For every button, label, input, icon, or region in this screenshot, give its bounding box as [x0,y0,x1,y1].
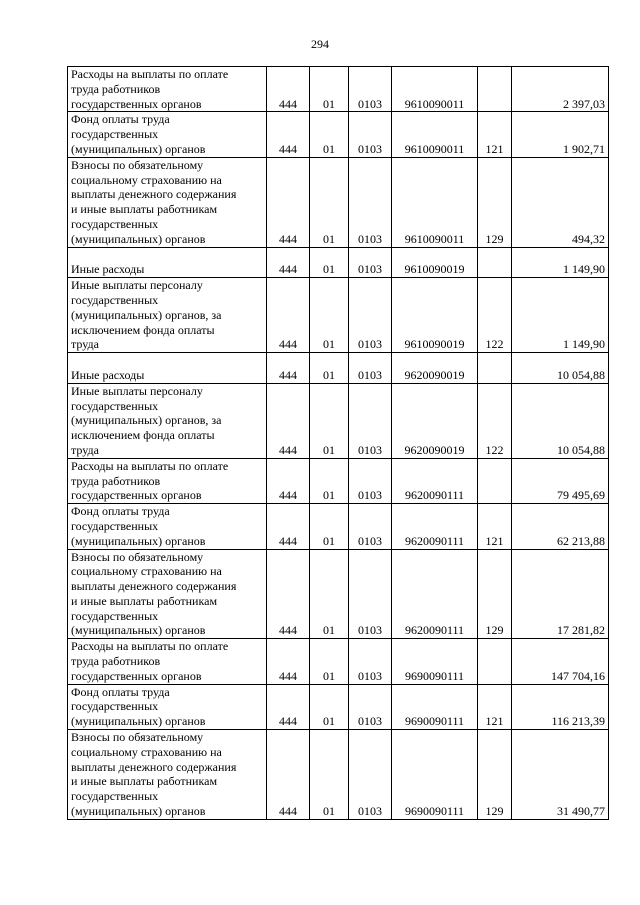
row-subsection-code-cell [349,157,392,247]
row-expense-type-cell [478,383,512,458]
row-admin-code-text: 444 [279,367,297,382]
row-sum-cell [512,157,609,247]
row-sum-text: 1 149,90 [563,262,605,277]
row-target-code-text: 9620090111 [404,533,465,548]
row-sum-text: 10 054,88 [557,442,605,457]
row-name-cell [68,639,267,684]
row-target-code-text: 9610090011 [404,141,465,156]
row-section-code-cell [310,247,349,278]
row-name-cell [68,353,267,384]
row-subsection-code-text: 0103 [358,231,382,246]
table-row [68,458,609,503]
row-section-code-text: 01 [323,714,335,729]
row-subsection-code-text: 0103 [358,488,382,503]
row-name-cell [68,278,267,353]
row-expense-type-cell [478,67,512,112]
row-target-code-cell [392,730,478,820]
row-name-text: Иные выплаты персоналу государственных (муниципальных) органов, за исключением фонда оплаты труда [71,278,222,352]
row-expense-type-cell [478,639,512,684]
row-admin-code-text: 444 [279,488,297,503]
row-subsection-code-cell [349,730,392,820]
row-expense-type-cell [478,247,512,278]
table-row [68,639,609,684]
row-admin-code-cell [267,157,310,247]
row-sum-cell [512,383,609,458]
row-target-code-text: 9610090011 [404,231,465,246]
row-admin-code-text: 444 [279,804,297,819]
table-row [68,353,609,384]
row-admin-code-text: 444 [279,714,297,729]
row-section-code-text: 01 [323,367,335,382]
row-sum-cell [512,458,609,503]
row-sum-text: 147 704,16 [551,668,605,683]
row-target-code-text: 9620090111 [404,488,465,503]
row-name-text: Фонд оплаты труда государственных (муниципальных) органов [71,112,206,156]
row-sum-text: 79 495,69 [557,488,605,503]
row-sum-text: 10 054,88 [557,367,605,382]
row-name-text: Взносы по обязательному социальному страхованию на выплаты денежного содержания и иные выплаты работникам государственных (муниципальных) органов [71,549,237,638]
row-subsection-code-cell [349,67,392,112]
row-sum-text: 31 490,77 [557,804,605,819]
row-sum-text: 2 397,03 [563,96,605,111]
row-section-code-text: 01 [323,488,335,503]
row-expense-type-cell [478,157,512,247]
row-admin-code-text: 444 [279,337,297,352]
row-name-cell [68,458,267,503]
row-target-code-text: 9690090111 [404,804,465,819]
row-section-code-cell [310,278,349,353]
row-subsection-code-cell [349,549,392,639]
row-target-code-text: 9610090019 [404,337,465,352]
row-name-text: Расходы на выплаты по оплате труда работников государственных органов [71,639,229,683]
row-name-cell [68,549,267,639]
row-sum-cell [512,247,609,278]
row-name-text: Иные расходы [71,262,145,277]
row-expense-type-text: 121 [485,533,504,548]
row-name-cell [68,112,267,157]
row-target-code-cell [392,247,478,278]
row-sum-cell [512,684,609,729]
row-section-code-text: 01 [323,533,335,548]
row-subsection-code-text: 0103 [358,714,382,729]
row-section-code-cell [310,504,349,549]
row-admin-code-text: 444 [279,141,297,156]
row-admin-code-text: 444 [279,262,297,277]
row-expense-type-text: 129 [485,804,504,819]
table-row [68,157,609,247]
row-target-code-cell [392,639,478,684]
row-admin-code-text: 444 [279,231,297,246]
row-section-code-cell [310,730,349,820]
row-expense-type-cell [478,112,512,157]
row-name-text: Расходы на выплаты по оплате труда работников государственных органов [71,67,229,111]
row-expense-type-cell [478,278,512,353]
row-section-code-text: 01 [323,262,335,277]
row-subsection-code-cell [349,639,392,684]
row-subsection-code-cell [349,278,392,353]
row-admin-code-text: 444 [279,623,297,638]
row-admin-code-cell [267,247,310,278]
row-target-code-text: 9610090011 [404,96,465,111]
table-row [68,112,609,157]
row-sum-text: 1 149,90 [563,337,605,352]
row-section-code-cell [310,67,349,112]
row-section-code-cell [310,157,349,247]
row-admin-code-text: 444 [279,96,297,111]
row-admin-code-text: 444 [279,668,297,683]
row-admin-code-cell [267,549,310,639]
row-expense-type-text: 121 [485,141,504,156]
row-admin-code-cell [267,730,310,820]
row-subsection-code-text: 0103 [358,623,382,638]
row-subsection-code-cell [349,504,392,549]
table-row [68,730,609,820]
row-subsection-code-text: 0103 [358,141,382,156]
table-row [68,684,609,729]
row-name-cell [68,684,267,729]
row-expense-type-text: 121 [485,714,504,729]
row-target-code-cell [392,549,478,639]
row-sum-cell [512,353,609,384]
row-subsection-code-cell [349,383,392,458]
row-admin-code-cell [267,458,310,503]
row-name-cell [68,157,267,247]
row-target-code-cell [392,67,478,112]
page-number: 294 [311,37,329,51]
row-sum-cell [512,504,609,549]
row-expense-type-text: 129 [485,623,504,638]
row-name-text: Взносы по обязательному социальному страхованию на выплаты денежного содержания и иные выплаты работникам государственных (муниципальных) органов [71,157,237,246]
row-target-code-cell [392,684,478,729]
row-admin-code-cell [267,353,310,384]
table-row [68,247,609,278]
row-subsection-code-text: 0103 [358,367,382,382]
row-admin-code-cell [267,67,310,112]
row-name-text: Иные выплаты персоналу государственных (муниципальных) органов, за исключением фонда оплаты труда [71,383,222,457]
row-section-code-text: 01 [323,96,335,111]
row-name-text: Фонд оплаты труда государственных (муниципальных) органов [71,504,206,548]
row-sum-cell [512,639,609,684]
row-target-code-cell [392,504,478,549]
row-target-code-cell [392,157,478,247]
row-subsection-code-cell [349,112,392,157]
row-subsection-code-text: 0103 [358,533,382,548]
row-section-code-cell [310,639,349,684]
row-section-code-cell [310,112,349,157]
row-expense-type-cell [478,684,512,729]
row-section-code-text: 01 [323,623,335,638]
row-subsection-code-cell [349,353,392,384]
row-expense-type-text: 129 [485,231,504,246]
row-target-code-cell [392,353,478,384]
row-target-code-cell [392,112,478,157]
row-sum-cell [512,67,609,112]
row-sum-text: 1 902,71 [563,141,605,156]
row-subsection-code-text: 0103 [358,804,382,819]
row-subsection-code-cell [349,458,392,503]
row-target-code-cell [392,278,478,353]
row-section-code-cell [310,684,349,729]
row-name-cell [68,383,267,458]
row-name-text: Иные расходы [71,367,145,382]
row-admin-code-text: 444 [279,442,297,457]
row-expense-type-text: 122 [485,337,504,352]
row-expense-type-cell [478,730,512,820]
row-name-cell [68,730,267,820]
row-sum-text: 494,32 [572,231,605,246]
row-section-code-cell [310,383,349,458]
row-section-code-cell [310,353,349,384]
budget-table [67,66,609,820]
row-admin-code-text: 444 [279,533,297,548]
row-target-code-text: 9620090019 [404,442,465,457]
row-admin-code-cell [267,278,310,353]
row-admin-code-cell [267,383,310,458]
row-sum-cell [512,549,609,639]
row-admin-code-cell [267,112,310,157]
row-name-cell [68,67,267,112]
table-row [68,549,609,639]
row-subsection-code-cell [349,684,392,729]
table-row [68,383,609,458]
row-subsection-code-cell [349,247,392,278]
table-row [68,504,609,549]
row-section-code-cell [310,458,349,503]
row-subsection-code-text: 0103 [358,668,382,683]
row-target-code-cell [392,383,478,458]
row-name-cell [68,247,267,278]
row-section-code-text: 01 [323,231,335,246]
row-admin-code-cell [267,684,310,729]
row-sum-text: 17 281,82 [557,623,605,638]
table-row [68,278,609,353]
row-admin-code-cell [267,504,310,549]
row-target-code-text: 9620090111 [404,623,465,638]
row-sum-cell [512,730,609,820]
row-sum-cell [512,278,609,353]
row-subsection-code-text: 0103 [358,262,382,277]
row-target-code-text: 9690090111 [404,668,465,683]
row-expense-type-cell [478,353,512,384]
row-section-code-text: 01 [323,668,335,683]
row-sum-text: 116 213,39 [551,714,605,729]
row-expense-type-cell [478,504,512,549]
row-sum-cell [512,112,609,157]
row-name-text: Фонд оплаты труда государственных (муниципальных) органов [71,684,206,729]
row-section-code-cell [310,549,349,639]
table-row [68,67,609,112]
row-target-code-text: 9690090111 [404,714,465,729]
row-name-text: Взносы по обязательному социальному страхованию на выплаты денежного содержания и иные выплаты работникам государственных (муниципальных) органов [71,730,237,819]
row-name-text: Расходы на выплаты по оплате труда работников государственных органов [71,458,229,503]
budget-table-body [68,67,609,820]
row-section-code-text: 01 [323,804,335,819]
row-sum-text: 62 213,88 [557,533,605,548]
row-target-code-cell [392,458,478,503]
row-target-code-text: 9620090019 [404,367,465,382]
row-subsection-code-text: 0103 [358,96,382,111]
row-admin-code-cell [267,639,310,684]
row-subsection-code-text: 0103 [358,337,382,352]
row-expense-type-cell [478,458,512,503]
row-section-code-text: 01 [323,141,335,156]
row-target-code-text: 9610090019 [404,262,465,277]
row-expense-type-cell [478,549,512,639]
row-expense-type-text: 122 [485,442,504,457]
row-section-code-text: 01 [323,337,335,352]
row-name-cell [68,504,267,549]
row-subsection-code-text: 0103 [358,442,382,457]
row-section-code-text: 01 [323,442,335,457]
